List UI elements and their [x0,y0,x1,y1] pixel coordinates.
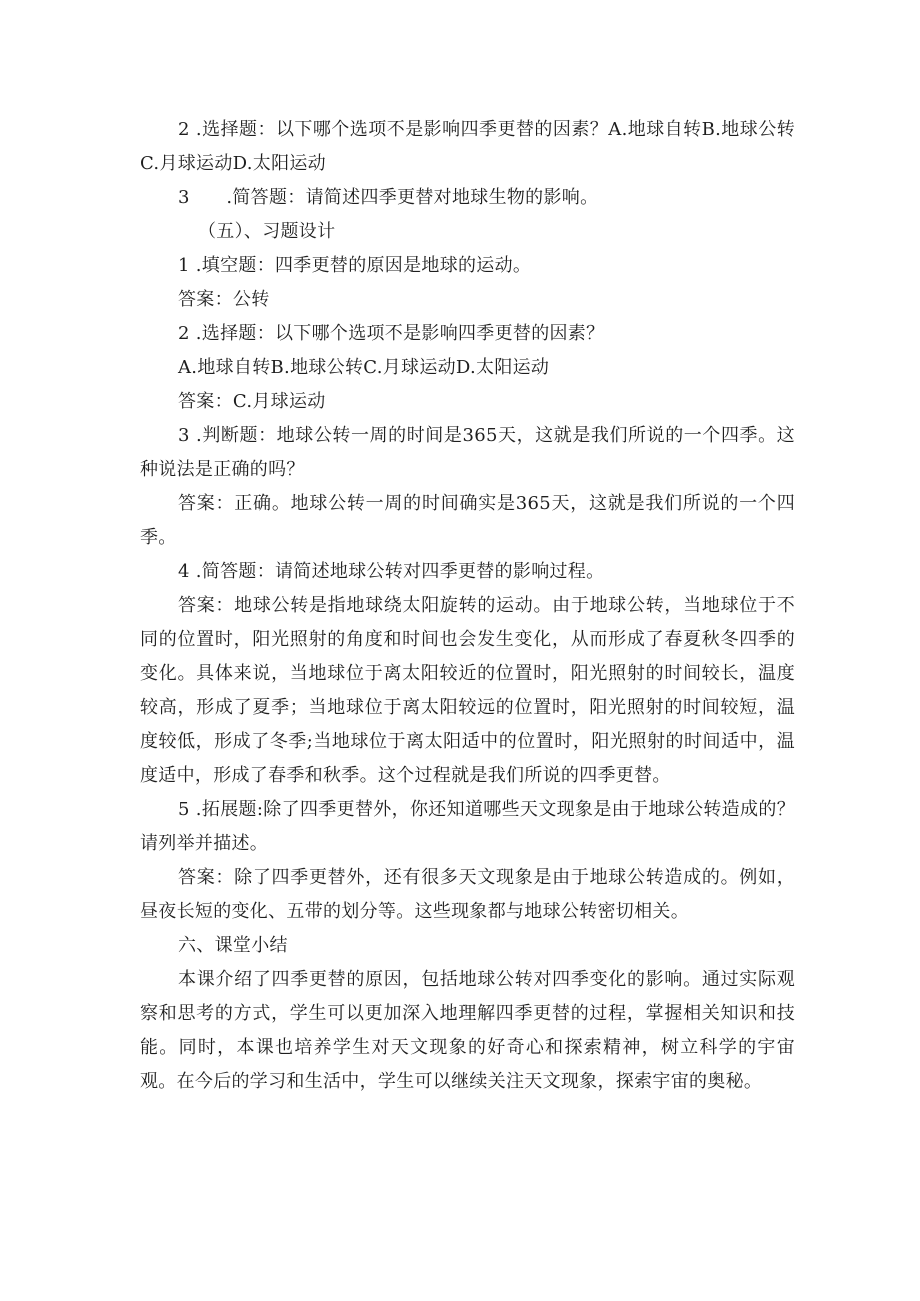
answer-extension: 答案：除了四季更替外，还有很多天文现象是由于地球公转造成的。例如，昼夜长短的变化、五带的划分等。这些现象都与地球公转密切相关。 [140,867,795,922]
summary-paragraph: 本课介绍了四季更替的原因，包括地球公转对四季变化的影响。通过实际观察和思考的方式，学生可以更加深入地理解四季更替的过程，掌握相关知识和技能。同时，本课也培养学生对天文现象的好奇心和探索精神，树立科学的宇宙观。在今后的学习和生活中，学生可以继续关注天文现象，探索宇宙的奥秘。 [140,969,795,1092]
answer-choice: 答案：C.月球运动 [178,391,326,412]
question-short-answer-intro: 3 .简答题：请简述四季更替对地球生物的影响。 [178,187,599,208]
exercise-choice-options: A.地球自转B.地球公转C.月球运动D.太阳运动 [178,357,550,378]
answer-short-answer: 答案：地球公转是指地球绕太阳旋转的运动。由于地球公转，当地球位于不同的位置时，阳光照射的角度和时间也会发生变化，从而形成了春夏秋冬四季的变化。具体来说，当地球位于离太阳较近的位置时，阳光照射的时间较长，温度较高，形成了夏季；当地球位于离太阳较远的位置时，阳光照射的时间较短，温度较低，形成了冬季;当地球位于离太阳适中的位置时，阳光照射的时间适中，温度适中，形成了春季和秋季。这个过程就是我们所说的四季更替。 [140,595,795,786]
exercise-short-answer: 4 .简答题：请简述地球公转对四季更替的影响过程。 [178,561,605,582]
answer-fill-blank: 答案：公转 [178,289,270,310]
question-choice-intro: 2 .选择题：以下哪个选项不是影响四季更替的因素？A.地球自转B.地球公转C.月球运动D.太阳运动 [140,119,795,174]
section-heading-summary: 六、课堂小结 [178,935,288,956]
exercise-extension: 5 .拓展题:除了四季更替外，你还知道哪些天文现象是由于地球公转造成的？请列举并描述。 [140,799,795,854]
exercise-true-false: 3 .判断题：地球公转一周的时间是365天，这就是我们所说的一个四季。这种说法是正确的吗？ [140,425,795,480]
exercise-fill-blank: 1 .填空题：四季更替的原因是地球的运动。 [178,255,532,276]
answer-true-false: 答案：正确。地球公转一周的时间确实是365天，这就是我们所说的一个四季。 [140,493,795,548]
document-body [140,113,795,1099]
exercise-choice: 2 .选择题：以下哪个选项不是影响四季更替的因素？ [178,323,605,344]
section-heading-exercises: （五）、习题设计 [198,221,336,242]
